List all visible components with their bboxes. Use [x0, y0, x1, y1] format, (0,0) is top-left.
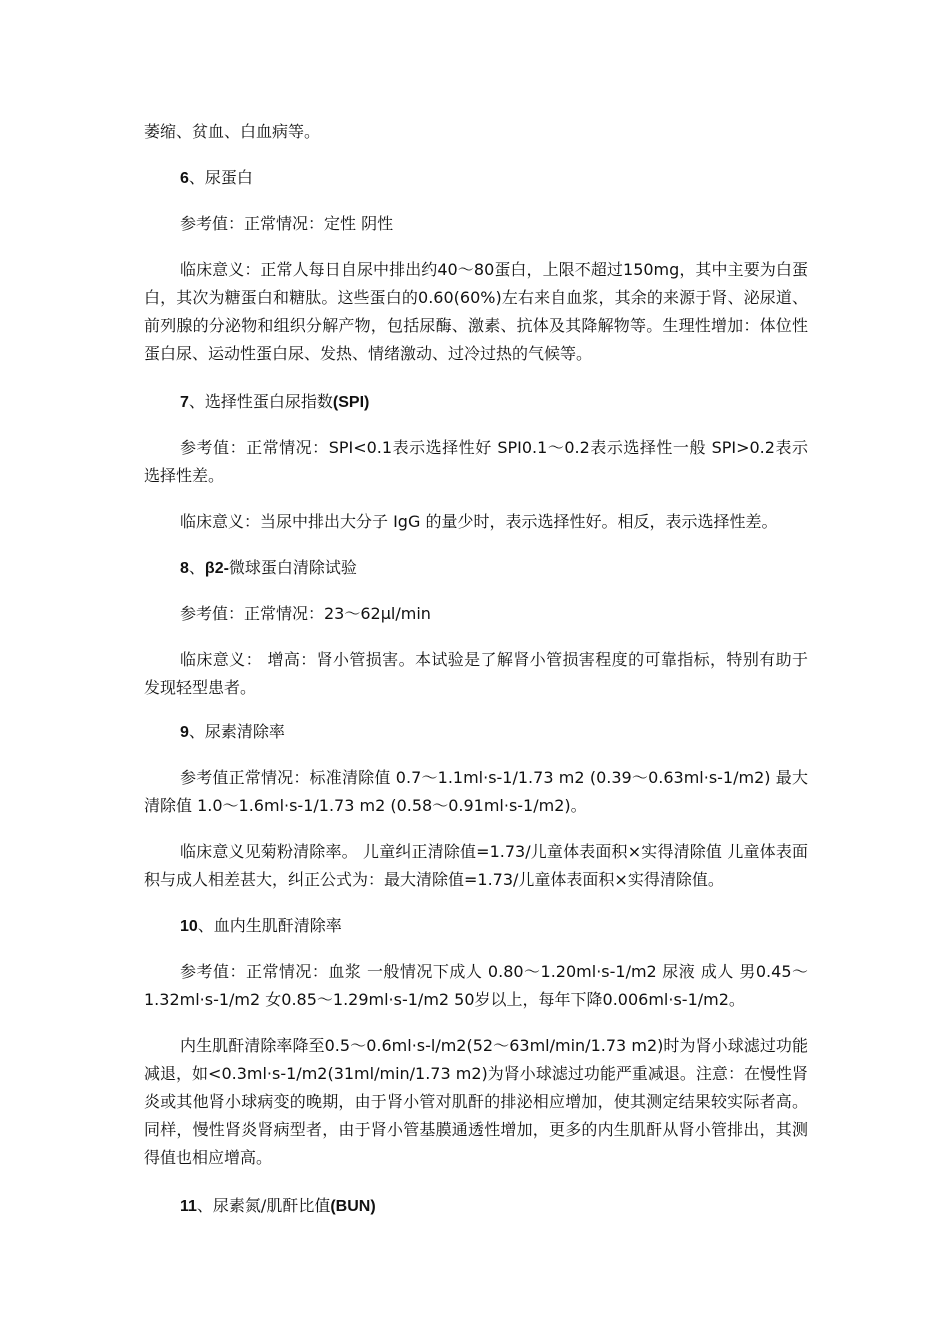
- section-7-reference: 参考值：正常情况：SPI<0.1表示选择性好 SPI0.1～0.2表示选择性一般 SPI>0.2表示选择性差。: [144, 438, 808, 485]
- section-7-title: 、选择性蛋白尿指数: [188, 392, 333, 411]
- section-10-clinical: 内生肌酐清除率降至0.5～0.6ml·s-l/m2(52～63ml/min/1.73 m2)时为肾小球滤过功能减退，如<0.3ml·s-1/m2(31ml/min/1.73 m2)为肾小球滤过功能严重减退。注意：在慢性肾炎或其他肾小球病变的晚期，由于肾小管对肌酐的排泌相应增加，使其测定结果较实际者高。同样，慢性肾炎肾病型者，由于肾小管基膜通透性增加，更多的内生肌酐从肾小管排出，其测得值也相应增高。: [144, 1036, 808, 1167]
- section-8-clinical: 临床意义： 增高：肾小管损害。本试验是了解肾小管损害程度的可靠指标，特别有助于发现轻型患者。: [144, 650, 808, 697]
- section-10-title: 、血内生肌酐清除率: [197, 916, 342, 935]
- section-9-clinical: 临床意义见菊粉清除率。 儿童纠正清除值=1.73/儿童体表面积×实得清除值 儿童体表面积与成人相差甚大，纠正公式为：最大清除值=1.73/儿童体表面积×实得清除值。: [144, 842, 808, 889]
- section-11-number: 11: [180, 1198, 197, 1215]
- section-10-number: 10: [180, 918, 198, 935]
- section-6-reference: 参考值：正常情况：定性 阴性: [180, 214, 394, 233]
- section-8-title-prefix: 、: [188, 558, 205, 577]
- section-9-title: 、尿素清除率: [188, 722, 285, 741]
- intro-paragraph: 萎缩、贫血、白血病等。: [144, 122, 321, 141]
- section-8-title: 微球蛋白清除试验: [228, 558, 357, 577]
- section-10-heading: [144, 912, 808, 941]
- section-7-title-abbr: (SPI): [332, 394, 370, 411]
- section-7-clinical: 临床意义：当尿中排出大分子 IgG 的量少时，表示选择性好。相反，表示选择性差。: [180, 512, 778, 531]
- section-8-number: 8: [180, 560, 189, 577]
- section-9-reference: 参考值正常情况：标准清除值 0.7～1.1ml·s-1/1.73 m2 (0.39～0.63ml·s-1/m2) 最大清除值 1.0～1.6ml·s-1/1.73 m2 (0.58～0.91ml·s-1/m2)。: [144, 768, 808, 815]
- section-9-number: 9: [180, 724, 189, 741]
- section-7-number: 7: [180, 394, 189, 411]
- section-11-heading: [144, 1192, 808, 1221]
- section-11-title: 、尿素氮/肌酐比值: [196, 1196, 331, 1215]
- section-6-clinical: 临床意义：正常人每日自尿中排出约40～80蛋白，上限不超过150mg，其中主要为白蛋白，其次为糖蛋白和糖肽。这些蛋白的0.60(60%)左右来自血浆，其余的来源于肾、泌尿道、前列腺的分泌物和组织分解产物，包括尿酶、激素、抗体及其降解物等。生理性增加：体位性蛋白尿、运动性蛋白尿、发热、情绪激动、过冷过热的气候等。: [144, 260, 808, 363]
- section-9-heading: [144, 718, 808, 747]
- section-10-reference: 参考值：正常情况：血浆 一般情况下成人 0.80～1.20ml·s-1/m2 尿液 成人 男0.45～1.32ml·s-1/m2 女0.85～1.29ml·s-1/m2 50岁以上，每年下降0.006ml·s-1/m2。: [144, 962, 808, 1009]
- section-6-number: 6: [180, 170, 189, 187]
- section-8-reference: 参考值：正常情况：23～62μl/min: [180, 604, 431, 623]
- section-6-heading: [144, 164, 808, 193]
- section-8-title-abbr: β2-: [204, 560, 229, 577]
- section-7-heading: [144, 388, 808, 417]
- section-6-title: 、尿蛋白: [188, 168, 253, 187]
- section-8-heading: [144, 554, 808, 583]
- section-11-title-abbr: (BUN): [330, 1198, 376, 1215]
